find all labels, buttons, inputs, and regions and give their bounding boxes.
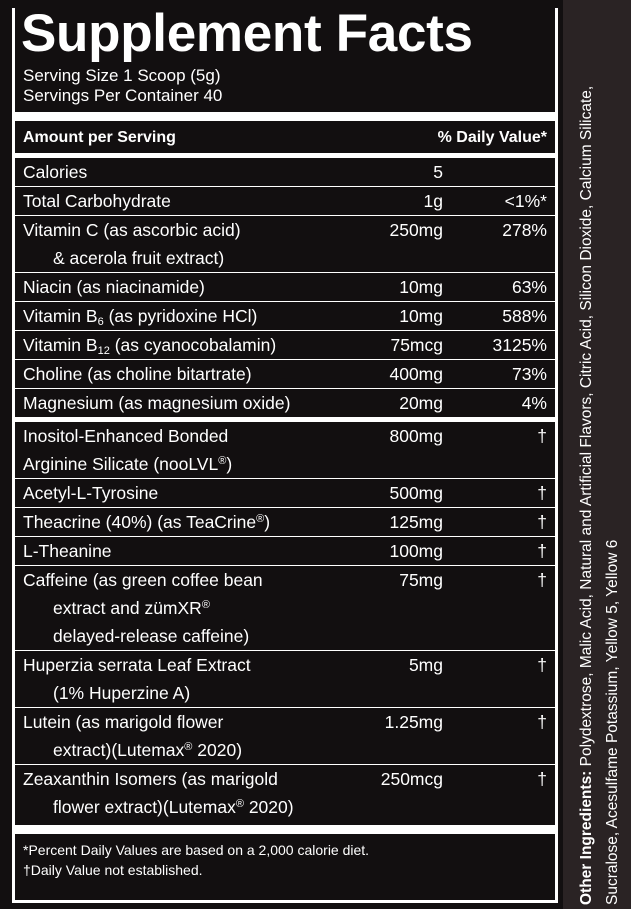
nutrient-row-vitamin-b6 — [23, 302, 547, 330]
nutrient-name-line: & acerola fruit extract) — [53, 248, 225, 268]
nutrient-dv: † — [537, 426, 547, 446]
registered-mark: ® — [201, 599, 210, 611]
nutrient-row-theanine — [23, 537, 547, 565]
registered-mark: ® — [218, 455, 227, 467]
divider-thick — [15, 825, 555, 834]
nutrient-name-text: extract and zümXR — [53, 598, 202, 618]
nutrient-name-text: Vitamin B — [23, 335, 98, 355]
nutrient-name — [23, 331, 333, 359]
nutrient-name: Total Carbohydrate — [23, 191, 171, 211]
nutrient-row-tyrosine — [23, 479, 547, 507]
nutrient-dv: 73% — [511, 364, 547, 384]
nutrient-name-line: Huperzia serrata Leaf Extract — [23, 655, 251, 675]
nutrient-name — [23, 708, 333, 764]
column-header — [23, 121, 547, 153]
nutrient-amount: 10mg — [399, 277, 443, 297]
other-ingredients — [574, 15, 626, 905]
nutrient-name-line: Lutein (as marigold flower — [23, 712, 224, 732]
nutrient-name-line — [23, 450, 333, 478]
nutrient-row-calories — [23, 158, 547, 186]
nutrient-name-text: (as pyridoxine HCl) — [103, 306, 258, 326]
nutrient-name-text: ) — [264, 512, 271, 532]
registered-mark: ® — [256, 513, 265, 525]
nutrient-name-line: Caffeine (as green coffee bean — [23, 570, 263, 590]
nutrient-amount: 10mg — [399, 306, 443, 326]
nutrient-name: Acetyl-L-Tyrosine — [23, 483, 159, 503]
nutrient-row-niacin — [23, 273, 547, 301]
dv-header: % Daily Value* — [437, 129, 547, 146]
registered-mark: ® — [184, 741, 193, 753]
nutrient-dv: 63% — [511, 277, 547, 297]
footnote-daily-values: *Percent Daily Values are based on a 2,000 calorie diet. — [23, 842, 370, 858]
nutrient-row-carbohydrate — [23, 187, 547, 215]
nutrient-name-text: Arginine Silicate (nooLVL — [23, 454, 219, 474]
nutrient-dv: 3125% — [492, 335, 547, 355]
nutrient-amount: 75mg — [399, 570, 443, 590]
nutrient-name: Choline (as choline bitartrate) — [23, 364, 252, 384]
nutrient-amount: 500mg — [389, 483, 443, 503]
subscript: 12 — [97, 345, 110, 357]
nutrient-name — [23, 651, 333, 707]
nutrient-amount: 20mg — [399, 393, 443, 413]
nutrient-name-line — [23, 594, 333, 622]
nutrient-name-line: Vitamin C (as ascorbic acid) — [23, 220, 241, 240]
nutrient-name-text: (as cyanocobalamin) — [109, 335, 277, 355]
nutrient-dv: <1%* — [504, 191, 547, 211]
nutrient-row-vitamin-b12 — [23, 331, 547, 359]
nutrient-amount: 250mg — [389, 220, 443, 240]
other-ingredients-panel — [568, 0, 631, 909]
nutrient-name-text: Theacrine (40%) (as TeaCrine — [23, 512, 257, 532]
nutrient-name — [23, 216, 333, 272]
nutrient-name-text: Vitamin B — [23, 306, 98, 326]
nutrient-name-line — [23, 736, 333, 764]
nutrient-dv: † — [537, 712, 547, 732]
divider-thick — [15, 112, 555, 121]
nutrient-row-theacrine — [23, 508, 547, 536]
nutrient-name-line: Inositol-Enhanced Bonded — [23, 426, 229, 446]
nutrient-name: Magnesium (as magnesium oxide) — [23, 393, 291, 413]
nutrient-amount: 100mg — [389, 541, 443, 561]
nutrient-amount: 5mg — [408, 655, 443, 675]
nutrient-name-text: ) — [226, 454, 233, 474]
nutrient-amount: 5 — [433, 162, 443, 182]
nutrient-dv: † — [537, 483, 547, 503]
label-title: Supplement Facts — [21, 4, 473, 63]
other-ingredients-label: Other Ingredients: — [578, 770, 595, 905]
nutrient-amount: 125mg — [389, 512, 443, 532]
nutrient-row-lutein — [23, 708, 547, 764]
amount-header: Amount per Serving — [23, 129, 176, 146]
nutrient-name: Niacin (as niacinamide) — [23, 277, 205, 297]
nutrient-name-line: Zeaxanthin Isomers (as marigold — [23, 769, 278, 789]
nutrient-dv: † — [537, 655, 547, 675]
serving-size: Serving Size 1 Scoop (5g) — [23, 66, 221, 85]
nutrient-name-text: 2020) — [192, 740, 243, 760]
nutrient-dv: † — [537, 512, 547, 532]
nutrient-name-text: 2020) — [243, 797, 294, 817]
nutrient-row-zeaxanthin — [23, 765, 547, 821]
nutrient-dv: † — [537, 769, 547, 789]
supplement-facts-label — [12, 4, 558, 903]
nutrient-dv: 278% — [502, 220, 547, 240]
nutrient-dv: 4% — [521, 393, 547, 413]
nutrient-row-choline — [23, 360, 547, 388]
nutrient-row-caffeine — [23, 566, 547, 650]
nutrient-dv: † — [537, 570, 547, 590]
nutrient-amount: 75mcg — [390, 335, 443, 355]
nutrient-name-text: extract)(Lutemax — [53, 740, 185, 760]
servings-per-container: Servings Per Container 40 — [23, 86, 223, 105]
nutrient-name-text: flower extract)(Lutemax — [53, 797, 236, 817]
subscript: 6 — [97, 316, 104, 328]
nutrient-amount: 800mg — [389, 426, 443, 446]
nutrient-name — [23, 566, 333, 650]
nutrient-amount: 250mcg — [380, 769, 443, 789]
nutrient-name-line: delayed-release caffeine) — [53, 626, 250, 646]
nutrient-name: L-Theanine — [23, 541, 112, 561]
nutrient-name — [23, 302, 333, 330]
nutrient-amount: 1.25mg — [384, 712, 443, 732]
nutrient-dv: † — [537, 541, 547, 561]
nutrient-row-inositol — [23, 422, 547, 478]
nutrient-name — [23, 765, 333, 821]
nutrient-name-line: (1% Huperzine A) — [53, 683, 191, 703]
nutrient-name — [23, 422, 333, 478]
nutrient-row-magnesium — [23, 389, 547, 417]
registered-mark: ® — [235, 798, 244, 810]
footnote — [23, 834, 547, 880]
nutrient-amount: 400mg — [389, 364, 443, 384]
nutrient-row-vitamin-c — [23, 216, 547, 272]
nutrient-name — [23, 508, 333, 536]
nutrient-amount: 1g — [423, 191, 443, 211]
other-ingredients-list: Polydextrose, Malic Acid, Natural and Artificial Flavors, Citric Acid, Silicon Dioxide, Calcium Silicate, Sucralose, Acesulfame Potassium, Yellow 5, Yellow 6 — [578, 85, 621, 905]
footnote-not-established: †Daily Value not established. — [23, 862, 203, 878]
nutrient-name: Calories — [23, 162, 88, 182]
nutrient-row-huperzia — [23, 651, 547, 707]
nutrient-name-line — [23, 793, 333, 821]
nutrient-dv: 588% — [502, 306, 547, 326]
